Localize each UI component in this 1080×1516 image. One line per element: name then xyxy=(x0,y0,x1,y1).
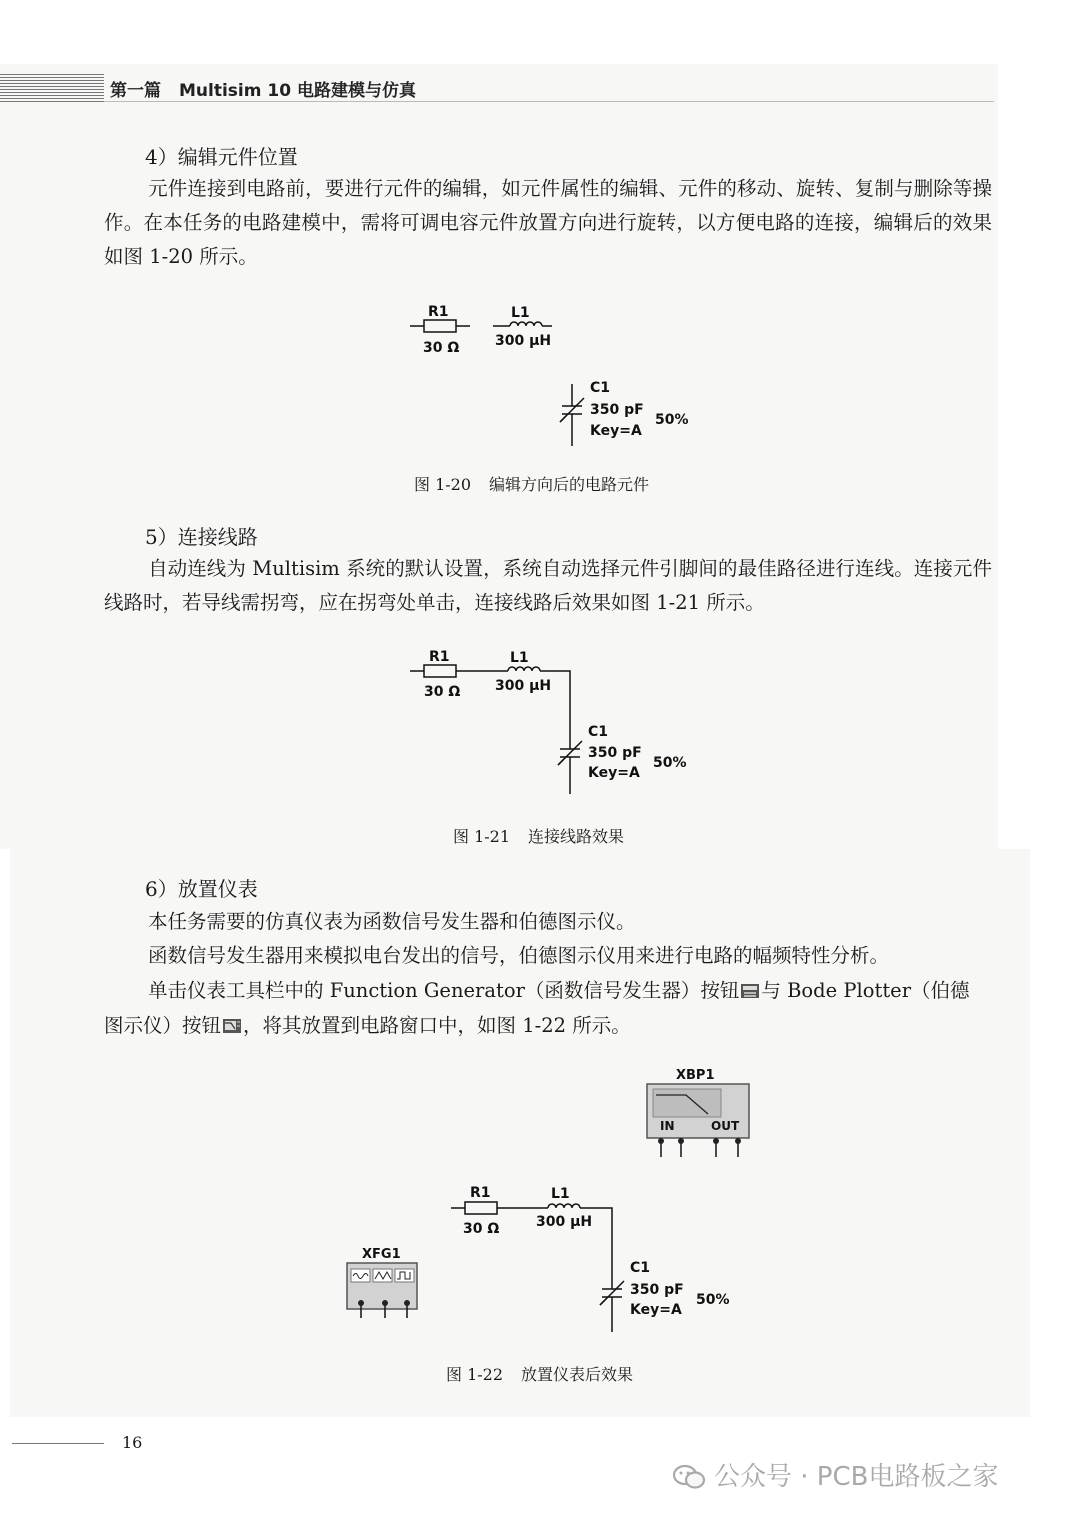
figure-1-20-caption xyxy=(414,472,649,495)
fig22-c1-value: 350 pF xyxy=(630,1282,684,1298)
page-number: 16 xyxy=(122,1433,143,1452)
fig21-c1-percent: 50% xyxy=(653,755,687,771)
fig21-r1-label: R1 xyxy=(429,649,450,665)
fig21-c1-value: 350 pF xyxy=(588,745,642,761)
fig22-c1-key: Key=A xyxy=(630,1302,682,1318)
section-6-text-3a: 单击仪表工具栏中的 Function Generator（函数信号发生器）按钮 xyxy=(148,979,740,1002)
section-6-paragraph-1 xyxy=(104,906,636,934)
fig20-c1-label: C1 xyxy=(590,380,611,396)
fig20-l1-label: L1 xyxy=(511,305,530,321)
section-6-paragraph-4 xyxy=(104,1010,631,1038)
header-part: 第一篇 xyxy=(110,81,161,101)
fig21-l1-value: 300 µH xyxy=(495,678,552,694)
xbp1-in-label: IN xyxy=(660,1119,675,1133)
fig20-title: 编辑方向后的电路元件 xyxy=(489,475,650,494)
fig22-r1-value: 30 Ω xyxy=(463,1221,500,1237)
section-4-heading: 4）编辑元件位置 xyxy=(145,145,298,169)
wechat-icon xyxy=(672,1463,706,1491)
figure-1-22-caption xyxy=(446,1362,633,1385)
section-6-paragraph-3 xyxy=(104,975,970,1003)
section-4-text: 元件连接到电路前，要进行元件的编辑，如元件属性的编辑、元件的移动、旋转、复制与删除等操作。在本任务的电路建模中，需将可调电容元件放置方向进行旋转，以方便电路的连接，编辑后的效果如图 1-20 所示。 xyxy=(104,177,992,268)
xbp1-label: XBP1 xyxy=(676,1068,715,1083)
section-6-text-3b: 与 Bode Plotter（伯德 xyxy=(761,979,970,1002)
figure-1-21-circuit xyxy=(0,640,1080,810)
section-6-text-4a: 图示仪）按钮 xyxy=(104,1014,222,1037)
function-generator-instrument xyxy=(347,1247,417,1318)
figure-1-20-circuit xyxy=(0,290,1080,460)
section-6-heading: 6）放置仪表 xyxy=(145,877,258,901)
fig20-number: 图 1-20 xyxy=(414,475,472,494)
function-generator-icon xyxy=(740,983,760,999)
section-6-text-2: 函数信号发生器用来模拟电台发出的信号，伯德图示仪用来进行电路的幅频特性分析。 xyxy=(148,944,890,967)
fig22-l1-label: L1 xyxy=(551,1186,570,1202)
fig21-c1-label: C1 xyxy=(588,724,609,740)
running-header xyxy=(110,76,416,101)
xfg1-label: XFG1 xyxy=(362,1247,401,1262)
watermark-text: 公众号 · PCB电路板之家 xyxy=(714,1462,999,1492)
section-6-paragraph-2 xyxy=(104,940,889,968)
footer-rule xyxy=(12,1443,104,1444)
fig22-r1-label: R1 xyxy=(470,1185,491,1201)
fig20-c1-percent: 50% xyxy=(655,412,689,428)
fig21-number: 图 1-21 xyxy=(453,827,511,846)
header-rule-lines xyxy=(0,74,104,102)
figure-1-21-caption xyxy=(453,824,624,847)
section-6-text-1: 本任务需要的仿真仪表为函数信号发生器和伯德图示仪。 xyxy=(148,910,636,933)
section-5-text: 自动连线为 Multisim 系统的默认设置，系统自动选择元件引脚间的最佳路径进行连线。连接元件线路时，若导线需拐弯，应在拐弯处单击，连接线路后效果如图 1-21 所示。 xyxy=(104,557,992,614)
fig20-c1-key: Key=A xyxy=(590,423,642,439)
fig22-number: 图 1-22 xyxy=(446,1365,504,1384)
watermark xyxy=(672,1456,998,1493)
fig21-r1-value: 30 Ω xyxy=(424,684,461,700)
xbp1-out-label: OUT xyxy=(711,1119,740,1133)
fig22-l1-value: 300 µH xyxy=(536,1214,593,1230)
fig20-l1-value: 300 µH xyxy=(495,333,552,349)
fig22-c1-percent: 50% xyxy=(696,1292,730,1308)
fig20-r1-value: 30 Ω xyxy=(423,340,460,356)
section-5-paragraph xyxy=(104,552,992,620)
figure-1-22-circuit xyxy=(0,1060,1080,1350)
fig21-c1-key: Key=A xyxy=(588,765,640,781)
fig20-r1-label: R1 xyxy=(428,304,449,320)
fig22-c1-label: C1 xyxy=(630,1260,651,1276)
bode-plotter-instrument xyxy=(647,1068,749,1157)
header-underline xyxy=(104,101,994,102)
header-title: Multisim 10 电路建模与仿真 xyxy=(179,81,416,101)
fig21-title: 连接线路效果 xyxy=(528,827,625,846)
section-4-paragraph xyxy=(104,172,992,274)
section-6-text-4b: ，将其放置到电路窗口中，如图 1-22 所示。 xyxy=(243,1014,631,1037)
fig20-c1-value: 350 pF xyxy=(590,402,644,418)
fig21-l1-label: L1 xyxy=(510,650,529,666)
bode-plotter-icon xyxy=(222,1018,242,1034)
fig22-title: 放置仪表后效果 xyxy=(521,1365,634,1384)
section-5-heading: 5）连接线路 xyxy=(145,525,258,549)
